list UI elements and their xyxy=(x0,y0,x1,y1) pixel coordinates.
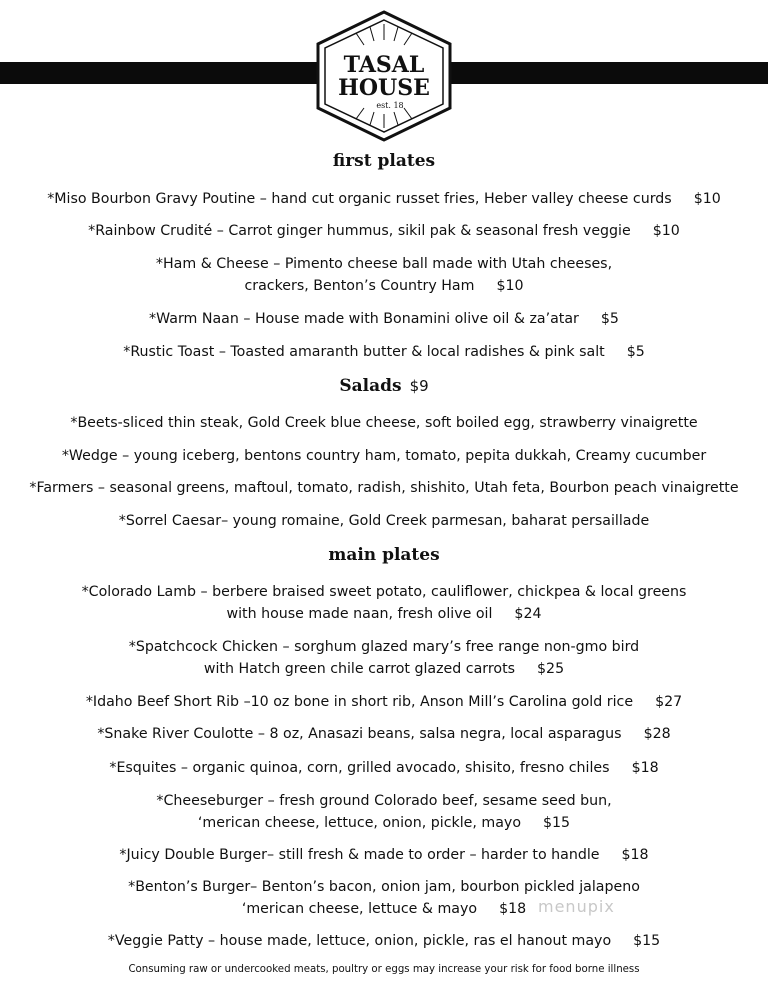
salads-heading: Salads $9 xyxy=(339,376,429,396)
menu-item: *Rustic Toast – Toasted amaranth butter & local radishes & pink salt $5 xyxy=(123,344,645,360)
food-safety-note: Consuming raw or undercooked meats, poultry or eggs may increase your risk for food borne illness xyxy=(128,964,640,975)
watermark: menupix xyxy=(538,897,615,916)
menu-item: *Ham & Cheese – Pimento cheese ball made with Utah cheeses, crackers, Benton’s Country Ham $10 xyxy=(155,256,613,294)
menu-item: *Spatchcock Chicken – sorghum glazed mary’s free range non-gmo bird with Hatch green chile carrot glazed carrots $25 xyxy=(128,639,640,677)
menu-item: *Wedge – young iceberg, bentons country ham, tomato, pepita dukkah, Creamy cucumber xyxy=(61,448,707,464)
menu-item: *Sorrel Caesar– young romaine, Gold Creek parmesan, baharat persaillade xyxy=(118,513,650,529)
menu-item: *Benton’s Burger– Benton’s bacon, onion jam, bourbon pickled jalapeno ‘merican cheese, lettuce & mayo $18 xyxy=(128,879,640,917)
menu-item: *Cheeseburger – fresh ground Colorado beef, sesame seed bun, ‘merican cheese, lettuce, onion, pickle, mayo $15 xyxy=(156,793,612,831)
menu-item: *Colorado Lamb – berbere braised sweet potato, cauliflower, chickpea & local greens with house made naan, fresh olive oil $24 xyxy=(81,584,687,622)
restaurant-logo xyxy=(310,10,458,142)
menu-item: *Miso Bourbon Gravy Poutine – hand cut organic russet fries, Heber valley cheese curds $10 xyxy=(47,191,721,207)
logo-est: est. 18 xyxy=(376,101,404,110)
menu-item: *Veggie Patty – house made, lettuce, onion, pickle, ras el hanout mayo $15 xyxy=(107,933,661,949)
menu-item: *Rainbow Crudité – Carrot ginger hummus, sikil pak & seasonal fresh veggie $10 xyxy=(88,223,680,239)
menu-item: *Juicy Double Burger– still fresh & made to order – harder to handle $18 xyxy=(119,847,649,863)
menu-item: *Warm Naan – House made with Bonamini olive oil & za’atar $5 xyxy=(149,311,619,327)
menu-item: *Beets-sliced thin steak, Gold Creek blue cheese, soft boiled egg, strawberry vinaigrette xyxy=(70,415,698,431)
first-plates-heading: first plates xyxy=(332,151,436,171)
menu-item: *Farmers – seasonal greens, maftoul, tomato, radish, shishito, Utah feta, Bourbon peach vinaigrette xyxy=(29,480,739,496)
main-plates-heading: main plates xyxy=(328,545,440,565)
logo-line1: TASAL xyxy=(343,52,425,78)
salads-price: $9 xyxy=(409,377,429,395)
menu-item: *Esquites – organic quinoa, corn, grilled avocado, shisito, fresno chiles $18 xyxy=(109,760,659,776)
menu-item: *Idaho Beef Short Rib –10 oz bone in short rib, Anson Mill’s Carolina gold rice $27 xyxy=(85,694,683,710)
logo-line2: HOUSE xyxy=(338,75,430,101)
menu-item: *Snake River Coulotte – 8 oz, Anasazi beans, salsa negra, local asparagus $28 xyxy=(97,726,671,742)
